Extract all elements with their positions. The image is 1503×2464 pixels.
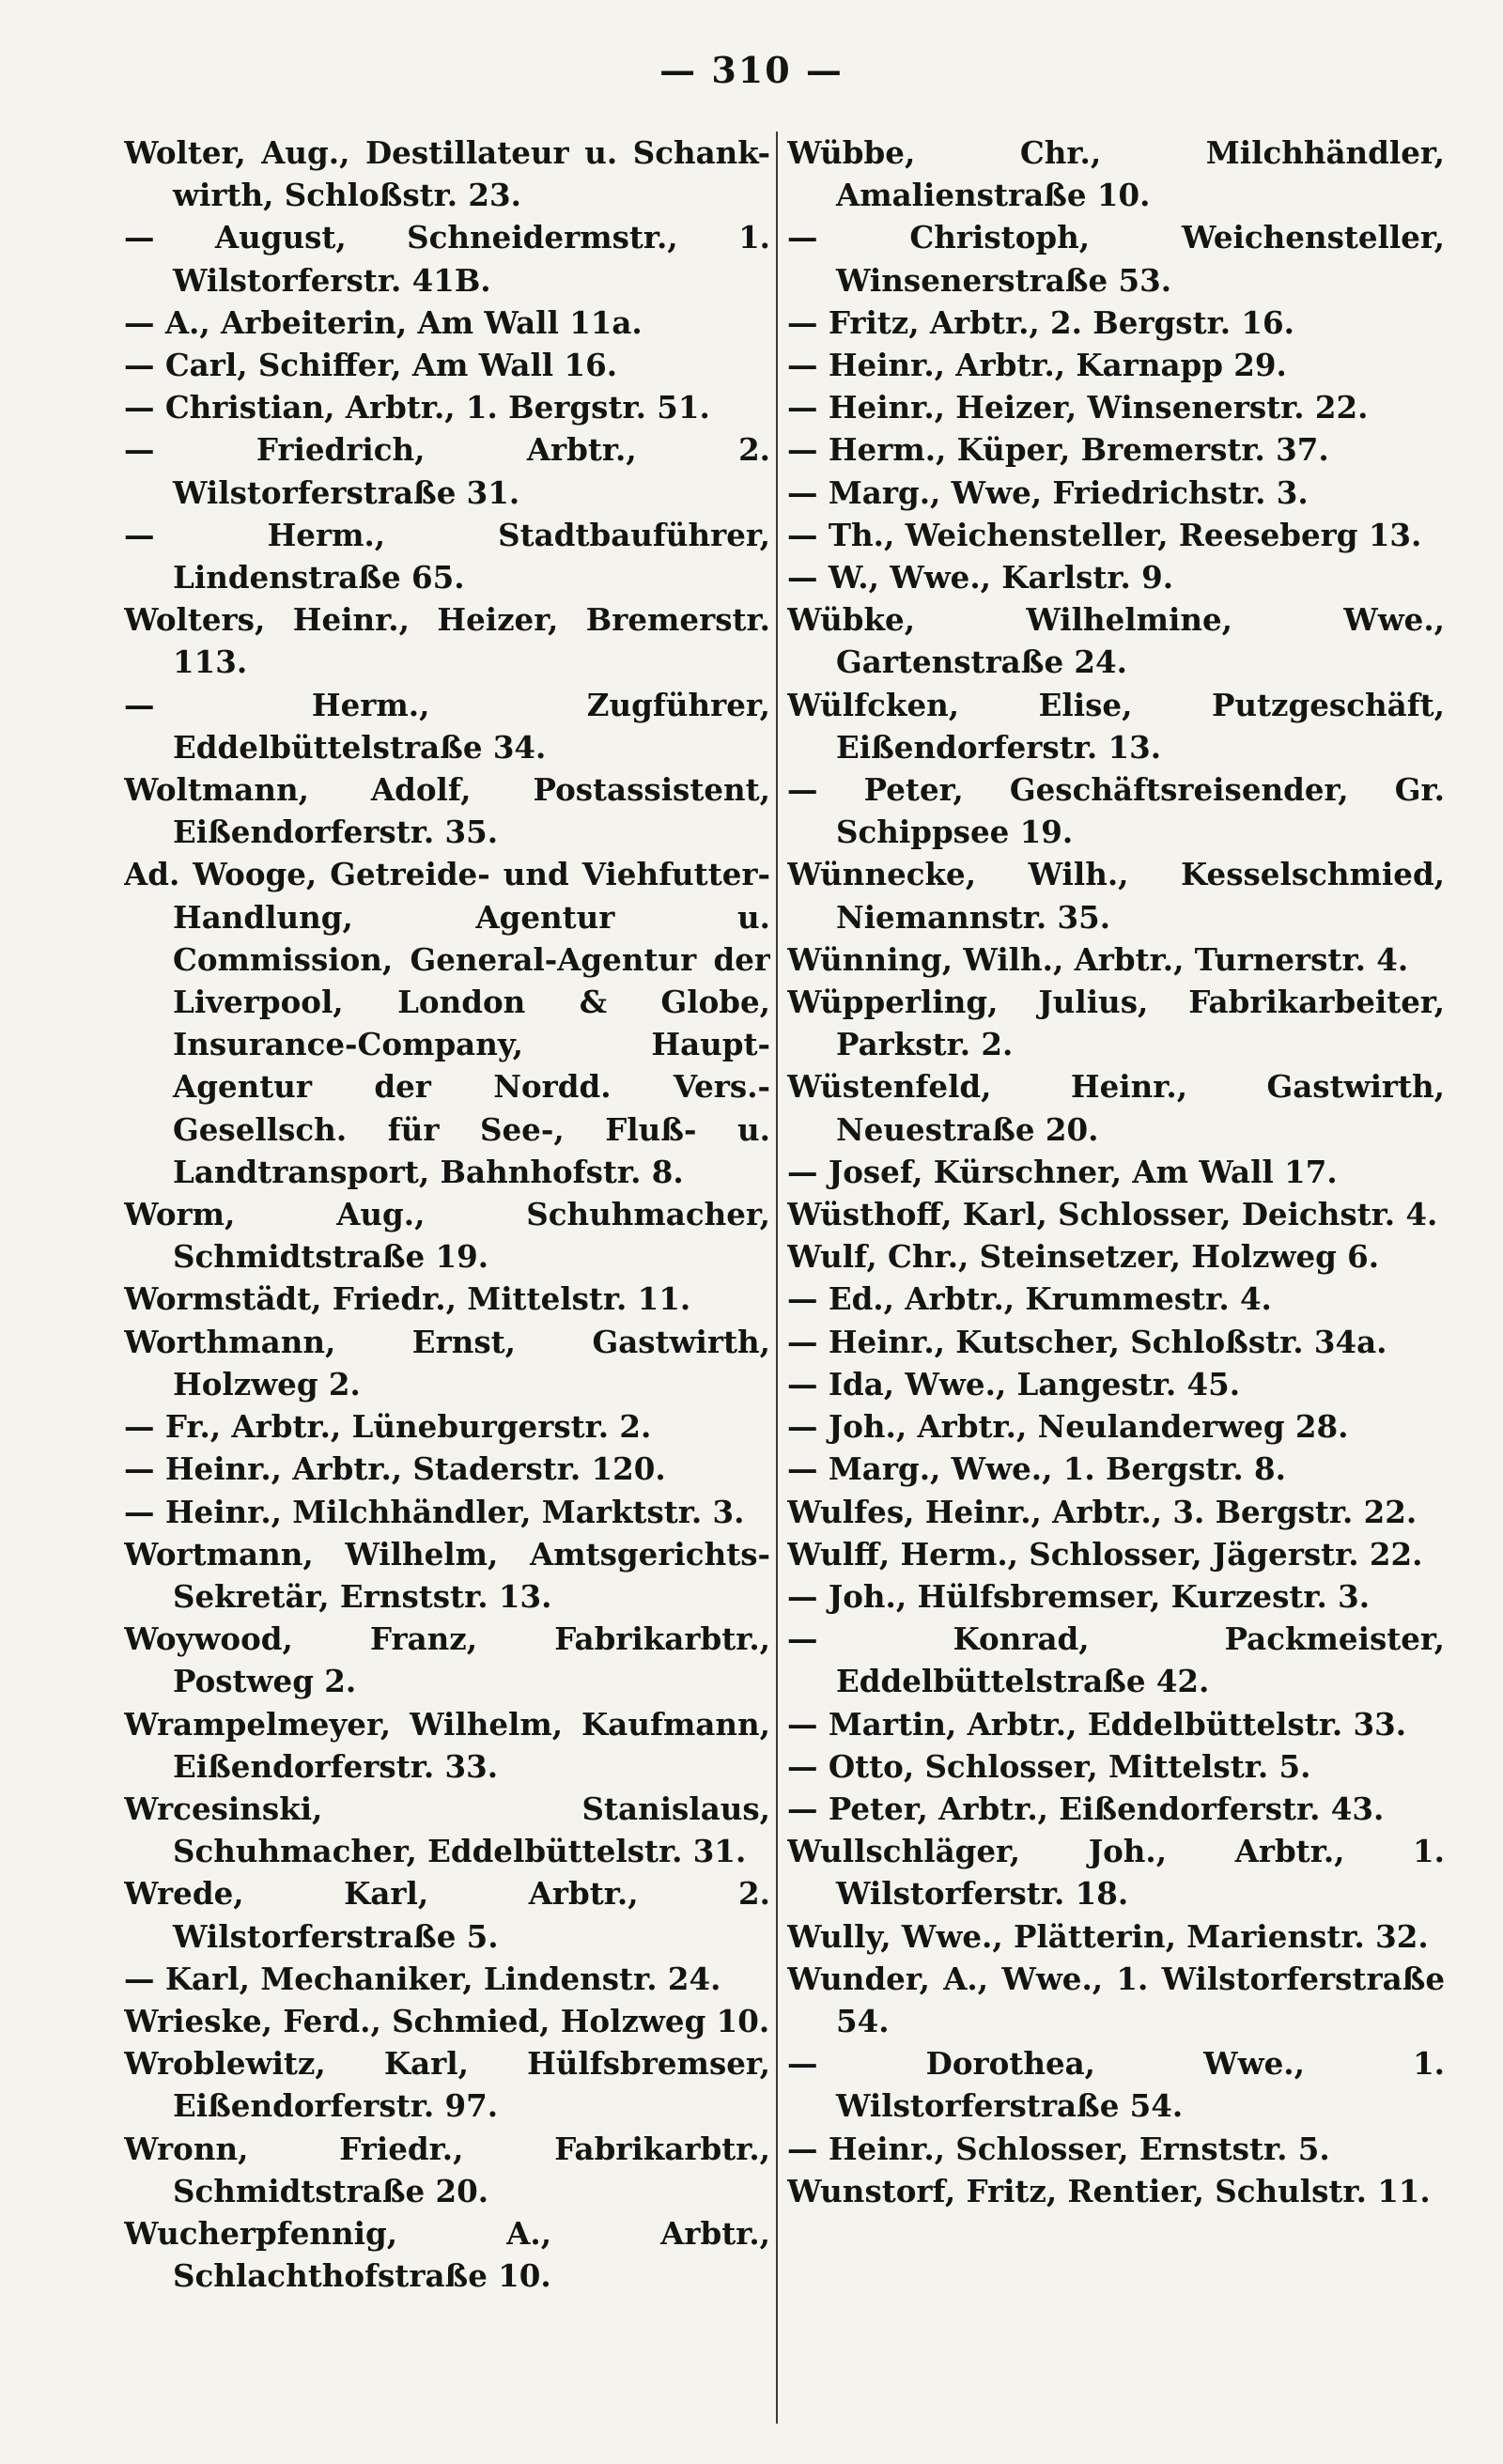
directory-entry: — Heinr., Heizer, Winsenerstr. 22.: [787, 389, 1369, 426]
directory-entry: Woywood, Franz, Fabrikarbtr., Postweg 2.: [124, 1620, 770, 1700]
directory-entry: Wrampelmeyer, Wilhelm, Kaufmann, Eißendorferstr. 33.: [124, 1705, 770, 1785]
directory-entry: — Friedrich, Arbtr., 2. Wilstorferstraße 31.: [124, 431, 770, 511]
directory-entry: Ad. Wooge, Getreide- und Viehfutter-Handlung, Agentur u. Commission, General-Agentur der Liverpool, London & Globe, Insurance-Company, Haupt-Agentur der Nordd. Vers.-Gesellsch. für See-, Fluß- u. Landtransport, Bahnhofstr. 8.: [124, 856, 770, 1190]
directory-entry: Wübke, Wilhelmine, Wwe., Gartenstraße 24.: [787, 601, 1445, 681]
directory-entry: Wucherpfennig, A., Arbtr., Schlachthofstraße 10.: [124, 2214, 770, 2295]
directory-entry: Wrede, Karl, Arbtr., 2. Wilstorferstraße 5.: [124, 1875, 770, 1955]
directory-entry: Wortmann, Wilhelm, Amtsgerichts-Sekretär, Ernststr. 13.: [124, 1535, 770, 1615]
directory-entry: — Ed., Arbtr., Krummestr. 4.: [787, 1280, 1272, 1318]
directory-entry: — Peter, Geschäftsreisender, Gr. Schippsee 19.: [787, 771, 1445, 851]
left-column: [124, 132, 770, 2424]
directory-entry: Wullschläger, Joh., Arbtr., 1. Wilstorferstr. 18.: [787, 1833, 1445, 1913]
directory-entry: Wroblewitz, Karl, Hülfsbremser, Eißendorferstr. 97.: [124, 2045, 770, 2125]
directory-entry: Wunstorf, Fritz, Rentier, Schulstr. 11.: [787, 2172, 1431, 2209]
directory-entry: Wüstenfeld, Heinr., Gastwirth, Neuestraße 20.: [787, 1068, 1445, 1148]
directory-entry: Wolter, Aug., Destillateur u. Schank-wirth, Schloßstr. 23.: [124, 134, 770, 214]
directory-entry: — Christian, Arbtr., 1. Bergstr. 51.: [124, 389, 710, 426]
directory-entry: — Heinr., Arbtr., Karnapp 29.: [787, 347, 1287, 384]
directory-entry: — Peter, Arbtr., Eißendorferstr. 43.: [787, 1790, 1385, 1827]
directory-entry: — Herm., Zugführer, Eddelbüttelstraße 34.: [124, 686, 770, 766]
directory-entry: Worm, Aug., Schuhmacher, Schmidtstraße 19.: [124, 1196, 770, 1276]
directory-entry: — Marg., Wwe, Friedrichstr. 3.: [787, 473, 1309, 511]
directory-entry: — Karl, Mechaniker, Lindenstr. 24.: [124, 1960, 721, 1997]
right-column: [787, 132, 1445, 2424]
directory-entry: Wübbe, Chr., Milchhändler, Amalienstraße 10.: [787, 134, 1445, 214]
column-divider: [776, 132, 778, 2424]
directory-entry: — Marg., Wwe., 1. Bergstr. 8.: [787, 1450, 1286, 1488]
directory-entry: — Otto, Schlosser, Mittelstr. 5.: [787, 1747, 1311, 1785]
directory-entry: Wolters, Heinr., Heizer, Bremerstr. 113.: [124, 601, 770, 681]
directory-entry: — Fr., Arbtr., Lüneburgerstr. 2.: [124, 1408, 652, 1446]
directory-entry: — Heinr., Kutscher, Schloßstr. 34a.: [787, 1323, 1387, 1360]
directory-entry: — W., Wwe., Karlstr. 9.: [787, 559, 1174, 597]
directory-entry: Wülfcken, Elise, Putzgeschäft, Eißendorferstr. 13.: [787, 686, 1445, 766]
directory-entry: Wully, Wwe., Plätterin, Marienstr. 32.: [787, 1917, 1429, 1955]
directory-entry: Wüpperling, Julius, Fabrikarbeiter, Parkstr. 2.: [787, 984, 1445, 1063]
directory-entry: — Herm., Stadtbauführer, Lindenstraße 65.: [124, 516, 770, 597]
directory-entry: — Joh., Hülfsbremser, Kurzestr. 3.: [787, 1577, 1371, 1615]
directory-entry: — Th., Weichensteller, Reeseberg 13.: [787, 516, 1422, 553]
directory-entry: — Fritz, Arbtr., 2. Bergstr. 16.: [787, 303, 1294, 341]
directory-entry: Woltmann, Adolf, Postassistent, Eißendorferstr. 35.: [124, 771, 770, 851]
directory-entry: — Herm., Küper, Bremerstr. 37.: [787, 431, 1329, 469]
directory-entry: — Heinr., Schlosser, Ernststr. 5.: [787, 2130, 1330, 2167]
directory-entry: — Carl, Schiffer, Am Wall 16.: [124, 347, 618, 384]
page-number: — 310 —: [659, 49, 844, 91]
directory-entry: — Martin, Arbtr., Eddelbüttelstr. 33.: [787, 1705, 1407, 1743]
directory-entry: Wronn, Friedr., Fabrikarbtr., Schmidtstraße 20.: [124, 2130, 770, 2209]
directory-entry: — Heinr., Milchhändler, Marktstr. 3.: [124, 1493, 745, 1530]
directory-entry: Wrieske, Ferd., Schmied, Holzweg 10.: [124, 2002, 770, 2039]
directory-entry: — A., Arbeiterin, Am Wall 11a.: [124, 303, 643, 341]
directory-entry: — Dorothea, Wwe., 1. Wilstorferstraße 54.: [787, 2045, 1445, 2125]
directory-entry: — August, Schneidermstr., 1. Wilstorferstr. 41B.: [124, 219, 770, 299]
directory-entry: Wulf, Chr., Steinsetzer, Holzweg 6.: [787, 1238, 1380, 1276]
directory-entry: Wünnecke, Wilh., Kesselschmied, Niemannstr. 35.: [787, 856, 1445, 936]
directory-entry: — Konrad, Packmeister, Eddelbüttelstraße 42.: [787, 1620, 1445, 1700]
directory-entry: Wrcesinski, Stanislaus, Schuhmacher, Eddelbüttelstr. 31.: [124, 1790, 770, 1870]
directory-entry: — Joh., Arbtr., Neulanderweg 28.: [787, 1408, 1349, 1446]
directory-entry: Worthmann, Ernst, Gastwirth, Holzweg 2.: [124, 1323, 770, 1402]
directory-entry: Wormstädt, Friedr., Mittelstr. 11.: [124, 1280, 691, 1318]
directory-entry: — Christoph, Weichensteller, Winsenerstraße 53.: [787, 219, 1445, 299]
directory-entry: Wünning, Wilh., Arbtr., Turnerstr. 4.: [787, 940, 1409, 978]
directory-entry: Wulfes, Heinr., Arbtr., 3. Bergstr. 22.: [787, 1493, 1418, 1530]
directory-entry: — Josef, Kürschner, Am Wall 17.: [787, 1153, 1338, 1190]
directory-entry: — Ida, Wwe., Langestr. 45.: [787, 1365, 1241, 1402]
directory-entry: Wulff, Herm., Schlosser, Jägerstr. 22.: [787, 1535, 1423, 1573]
directory-entry: — Heinr., Arbtr., Staderstr. 120.: [124, 1450, 666, 1488]
directory-entry: Wüsthoff, Karl, Schlosser, Deichstr. 4.: [787, 1196, 1438, 1233]
directory-entry: Wunder, A., Wwe., 1. Wilstorferstraße 54.: [787, 1960, 1445, 2039]
